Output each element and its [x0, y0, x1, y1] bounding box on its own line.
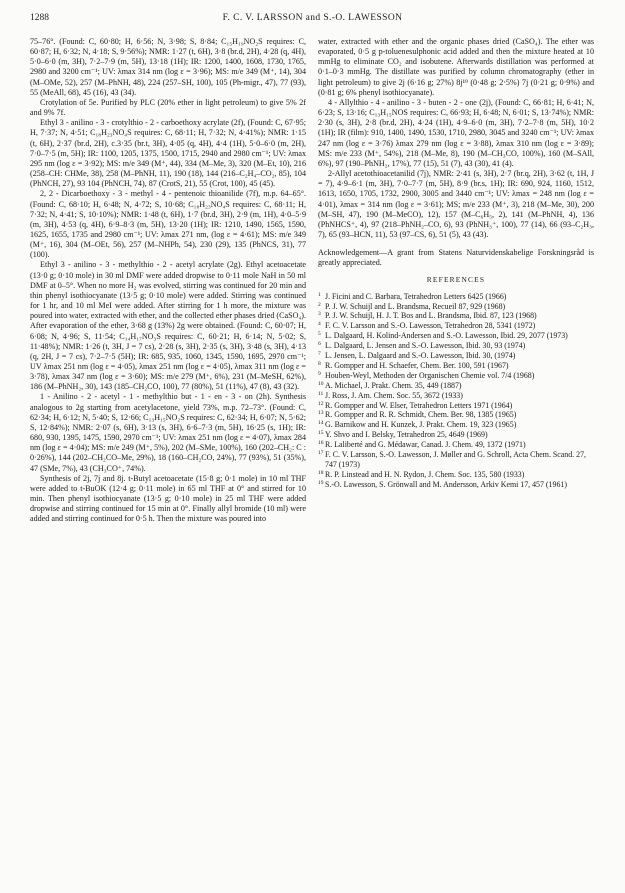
- reference-number: 14: [318, 420, 324, 427]
- reference-item: [318, 430, 594, 440]
- reference-item: [318, 420, 594, 430]
- reference-text: L. Dalgaard, L. Jensen and S.-O. Lawesson, Ibid. 30, 93 (1974): [325, 341, 526, 351]
- paragraph: 75–76°. (Found: C, 60·80; H, 6·56; N, 3·98; S, 8·84; C₁₅H₁₉NO₂S requires: C, 60·87; H, 6·32; N, 4·18; S, 9·56%); NMR: 1·27 (t, 6H), 3·8 (br.d, 2H), 4·28 (q, 4H), 5·0–6·0 (m, 3H), 7·2–7·9 (m, 5H), 13·18 (1H); IR: 1200, 1400, 1608, 1730, 1765, 2980 and 3200 cm⁻¹; UV: λmax 314 nm (log ε = 3·96); MS: m/e 349 (M⁺, 14), 304 (M–OMe, 52), 257 (M–PhNH, 48), 224 (257–SH, 100), 105 (Ph-migr., 47), 77 (93), 55 (MeAll, 68), 45 (16), 43 (34).: [30, 37, 306, 97]
- paragraph: Crotylation of 5e. Purified by PLC (20% ether in light petroleum) to give 5% 2f and 9% 7f.: [30, 97, 306, 118]
- reference-number: 15: [318, 430, 324, 437]
- reference-text: F. C. V. Larsson, S.-O. Lawesson, J. Møller and G. Schroll, Acta Chem. Scand. 27, 747 (1973): [325, 450, 586, 469]
- reference-number: 13: [318, 410, 324, 417]
- reference-text: J. Ross, J. Am. Chem. Soc. 55, 3672 (1933): [325, 390, 463, 400]
- paragraph: 4 - Allylthio - 4 - anilino - 3 - buten - 2 - one (2j), (Found: C, 66·81; H, 6·41; N, 6·23; S, 13·16; C₁₃H₁₅NOS requires: C, 66·93; H, 6·48; N, 6·01; S, 13·74%); NMR: 2·30 (s, 3H), 2·8 (br.d, 2H), 4·24 (1H), 4·9–6·0 (m, 3H), 7·2–7·8 (m, 5H), 10·2 (1H); IR (film): 910, 1400, 1490, 1530, 1710, 2980, 3045 and 3240 cm⁻¹; UV: λmax 247 nm (log ε = 3·76) λmax 279 nm (log ε = 3·88), λmax 310 nm (log ε = 3·89); MS: m/e 233 (M⁺, 54%), 218 (M–Me, 8), 190 (M–CH₃CO, 100%), 160 (M–SAll, 6%), 97 (190–PhNH₂, 17%), 77 (15), 51 (7), 43 (30), 41 (4).: [318, 97, 594, 168]
- reference-item: [318, 371, 594, 381]
- left-column: [30, 37, 306, 525]
- reference-item: [318, 311, 594, 321]
- reference-text: S.-O. Lawesson, S. Grönwall and M. Andersson, Arkiv Kemi 17, 457 (1961): [325, 479, 567, 489]
- paragraph: 1 - Anilino - 2 - acetyl - 1 - methylthio but - 1 - en - 3 - on (2h). Synthesis analogous to 2g starting from acetylacetone, yield 73%, m.p. 72–73°. (Found: C, 62·34; H, 6·12; N, 5·40; S, 12·66; C₁₃H₁₅NO₂S requires: C, 62·34; H, 6·07; N, 5·62; S, 12·84%); NMR: 2·07 (s, 6H), 3·13 (s, 3H), 6·6–7·3 (m, 5H), 16·25 (s, 1H); IR: 680, 930, 1395, 1475, 1590, 2970 cm⁻¹; UV: λmax 251 nm (log ε = 4·07), λmax 284 nm (log ε = 4·04); MS: m/e 249 (M⁺, 5%), 202 (M–SMe, 100%), 160 (202–CH₂: C : 0·26%), 144 (202–CH₂CO–Me, 29%), 18 (160–CH₂CO, 24%), 77 (93%), 51 (35%), 47 (SMe, 7%), 43 (CH₃CO⁺, 74%).: [30, 392, 306, 473]
- reference-item: [318, 381, 594, 391]
- reference-text: A. Michael, J. Prakt. Chem. 35, 449 (1887): [325, 380, 462, 390]
- page-number: 1288: [30, 13, 49, 23]
- right-column: [318, 37, 594, 490]
- reference-number: 2: [318, 301, 321, 308]
- paragraph: Ethyl 3 - anilino - 3 - methylthio - 2 - acetyl acrylate (2g). Ethyl acetoacetate (13·0 g; 0·10 mole) in 30 ml DMF were added dropwise to 0·11 mole NaH in 50 ml DMF at 0–5°. When no more H₂ was evolved, stirring was continued for 20 min and thin phenyl isothiocyanate (13·5 g; 0·10 mole) were added. Stirring was continued for 1 hr, and 10 ml MeI were added. After stirring for 1 h more, the mixture was poured into water, extracted with ether, and the collected ether phases dried (CaSO₄). After evaporation of the ether, 3·68 g (13%) 2g were obtained. (Found: C, 60·07; H, 6·08; N, 4·96; S, 11·54; C₁₄H₁₇NO₃S requires: C, 60·21; H, 6·14; N, 5·02; S, 11·48%); NMR: 1·26 (t, 3H, J = 7 cs), 2·28 (s, 3H), 2·35 (s, 3H), 3·48 (s, 3H), 4·13 (q, 2H, J = 7 cs), 7·2–7·5 (5H); IR: 685, 935, 1060, 1345, 1590, 1695, 2970 cm⁻¹; UV λmax 251 nm (log ε = 4·05), λmax 251 nm (log ε = 4·05), λmax 311 nm (log ε = 3·78), λmax 347 nm (log ε = 3·60); MS: m/e 279 (M⁺, 6%), 231 (M–MeSH, 62%), 186 (M–PhNH₂, 30), 143 (185–CH₂CO, 100), 77 (80%), 51 (11%), 47 (8), 43 (32).: [30, 260, 306, 392]
- reference-item: [318, 470, 594, 480]
- reference-text: J. Ficini and C. Barbara, Tetrahedron Letters 6425 (1966): [325, 291, 507, 301]
- reference-number: 4: [318, 321, 321, 328]
- running-head: F. C. V. LARSSON and S.-O. LAWESSON: [222, 13, 403, 23]
- reference-item: [318, 292, 594, 302]
- reference-number: 9: [318, 370, 321, 377]
- reference-text: R. Laliberté and G. Médawar, Canad. J. Chem. 49, 1372 (1971): [325, 440, 526, 450]
- references-list: [318, 292, 594, 490]
- reference-text: G. Barnikow and H. Kunzek, J. Prakt. Chem. 19, 323 (1965): [325, 420, 517, 430]
- reference-number: 6: [318, 341, 321, 348]
- reference-text: R. Gompper and H. Schaefer, Chem. Ber. 100, 591 (1967): [325, 360, 509, 370]
- reference-item: [318, 440, 594, 450]
- reference-item: [318, 341, 594, 351]
- reference-item: [318, 401, 594, 411]
- reference-text: Y. Shvo and I. Belsky, Tetrahedron 25, 4649 (1969): [325, 430, 488, 440]
- paragraph: Ethyl 3 - anilino - 3 - crotylthio - 2 - carboethoxy acrylate (2f), (Found: C, 67·95; H, 7·37; N, 4·51; C₁₈H₂₃NO₄S requires: C, 68·11; H, 7·32; N, 4·41%); NMR: 1·15 (t, 6H), 2·37 (br.d, 2H), c.3·35 (br.t, 3H), 4·05 (q, 4H), 4·4 (1H), 5·0–6·0 (m, 2H), 7·0–7·5 (m, 5H); IR: 1100, 1205, 1375, 1500, 1715, 2940 and 2980 cm⁻¹; UV: λmax 295 nm (log ε = 3·92); MS: m/e 349 (M⁺, 44), 334 (M–Me, 3), 320 (M–Et, 10), 216 (258–CH: CHMe, 38), 258 (M–PhNH, 11), 190 (18), 144 (216–C₂H₄–CO₂, 85), 104 (PhNCH, 27), 93 104 (PhNCH, 74), 87 (CrotS, 21), 55 (Crot, 100), 45 (45).: [30, 118, 306, 189]
- reference-item: [318, 351, 594, 361]
- reference-number: 3: [318, 311, 321, 318]
- reference-text: R. Gompper and R. R. Schmidt, Chem. Ber. 98, 1385 (1965): [325, 410, 517, 420]
- reference-text: R. P. Linstead and H. N. Rydon, J. Chem. Soc. 135, 580 (1933): [325, 469, 525, 479]
- reference-number: 16: [318, 440, 324, 447]
- references-heading: REFERENCES: [426, 275, 486, 285]
- paragraph: 2-Allyl acetothioacetanilid (7j), NMR: 2·41 (s, 3H), 2·7 (br.q, 2H), 3·62 (t, 1H, J = 7), 4·9–6·1 (m, 3H), 7·0–7·7 (m, 5H), 8·9 (br.s, 1H); IR: 690, 924, 1160, 1512, 1613, 1650, 1705, 1732, 2900, 3005 and 3440 cm⁻¹; UV: λmax = 248 nm (log ε = 4·01), λmax = 314 nm (log ε = 3·61); MS; m/e 233 (M⁺, 3), 218 (M–Me, 30), 200 (M–SH, 47), 190 (M–MeCO), 12), 157 (M–C₆H₅, 2), 141 (M–PhNH, 4), 136 (PhNHCS⁺, 4), 97 (218–PhNH₂–CO, 6), 93 (PhNH₃⁺, 100), 77 (14), 66 (93–C₂H₃, 7), 65 (93–HCN, 11), 53 (97–CS, 6), 51 (5), 43 (43).: [318, 169, 594, 239]
- reference-text: P. J. W. Schuijl, H. J. T. Bos and L. Brandsma, Ibid. 87, 123 (1968): [325, 311, 537, 321]
- reference-item: [318, 321, 594, 331]
- reference-number: 11: [318, 390, 324, 397]
- acknowledgement: Acknowledgement—A grant from Statens Naturvidenskabelige Forskningsråd is greatly appreciated.: [318, 248, 594, 268]
- reference-item: [318, 302, 594, 312]
- spacer: [318, 240, 594, 248]
- reference-text: R. Gompper and W. Elser, Tetrahedron Letters 1971 (1964): [325, 400, 513, 410]
- reference-number: 8: [318, 360, 321, 367]
- reference-number: 5: [318, 331, 321, 338]
- reference-item: [318, 410, 594, 420]
- reference-number: 7: [318, 351, 321, 358]
- reference-number: 18: [318, 469, 324, 476]
- reference-item: [318, 331, 594, 341]
- reference-number: 19: [318, 479, 324, 486]
- paragraph: Synthesis of 2j, 7j and 8j. t-Butyl acetoacetate (15·8 g; 0·1 mole) in 10 ml THF were added to t-BuOK (12·4 g; 0·11 mole) in 65 ml THF at 0° and stirred for 10 min. Then phenyl isothiocyanate (13·5 g; 0·10 mole) in 25 ml THF were added dropwise and stirring continued for 15 min at 0°. Finally allyl bromide (10 ml) were added and stirring continued for 0·5 h. Then the mixture was poured into: [30, 473, 306, 524]
- reference-number: 12: [318, 400, 324, 407]
- paragraph: water, extracted with ether and the organic phases dried (CaSO₄). The ether was evaporated, 0·5 g p-toluenesulphonic acid added and then the mixture heated at 10 mmHg to eliminate CO₂ and isobutene. Afterwards distillation was performed at 0·1–0·3 mmHg. The distillate was purified by column chromatography (ether in light petroleum) to give 2j (6·16 g; 27%) 8j¹⁹ (0·48 g; 2·5%) 7j (0·21 g; 0·9%) and (0·81 g; 6% phenyl isothiocyanate).: [318, 37, 594, 97]
- reference-text: L. Dalgaard, H. Kolind-Andersen and S.-O. Lawesson, Ibid. 29, 2077 (1973): [325, 331, 568, 341]
- paragraph: 2, 2 - Dicarboethoxy - 3 - methyl - 4 - pentenoic thioanilide (7f), m.p. 64–65°. (Found: C, 68·10; H, 6·48; N, 4·72; S, 10·68; C₁₈H₂₃NO₄S requires: C, 68·11; H, 7·32; N, 4·41; S, 10·10%); NMR: 1·48 (t, 6H), 1·7 (br.d, 3H), 2·9 (m, 1H), 4·0–5·9 (m, 3H), 4·53 (q, 4H), 6·9–8·3 (m, 5H), 13·20 (1H); IR: 1210, 1490, 1565, 1590, 1625, 1655, 1735 and 2980 cm⁻¹; UV: λmax 271 nm, (log ε = 4·61); MS: m/e 349 (M⁺, 16), 304 (M–OEt, 56), 257 (M–NHPh, 54), 230 (29), 135 (PhNCS, 31), 77 (100).: [30, 189, 306, 260]
- reference-item: [318, 480, 594, 490]
- reference-item: [318, 450, 594, 470]
- reference-number: 10: [318, 380, 324, 387]
- reference-number: 17: [318, 450, 324, 457]
- reference-text: F. C. V. Larsson and S.-O. Lawesson, Tetrahedron 28, 5341 (1972): [325, 321, 536, 331]
- page-header: [30, 13, 595, 27]
- reference-text: Houben-Weyl, Methoden der Organischen Chemie vol. 7/4 (1968): [325, 370, 535, 380]
- reference-item: [318, 361, 594, 371]
- reference-item: [318, 391, 594, 401]
- reference-number: 1: [318, 291, 321, 298]
- reference-text: L. Jensen, L. Dalgaard and S.-O. Lawesson, Ibid. 30, (1974): [325, 351, 516, 361]
- reference-text: P. J. W. Schuijl and L. Brandsma, Recueil 87, 929 (1968): [325, 301, 506, 311]
